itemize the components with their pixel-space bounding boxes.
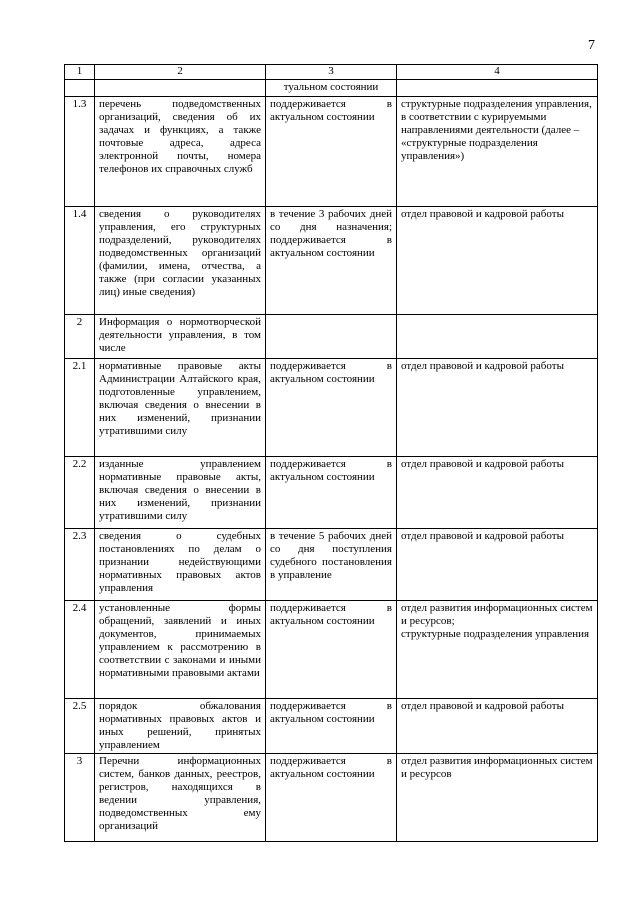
table-row	[65, 207, 598, 315]
row-number: 2.1	[65, 359, 95, 457]
table-row	[65, 457, 598, 529]
row-term: поддерживается в актуальном состоянии	[266, 601, 397, 699]
responsible-unit: отдел правовой и кадровой работы	[401, 530, 564, 542]
row-term	[266, 315, 397, 359]
row-number: 2.4	[65, 601, 95, 699]
row-description: сведения о судебных постановлениях по делам о признании недействующими нормативных правовых актов управления	[95, 529, 266, 601]
row-term: поддерживается в актуальном состоянии	[266, 754, 397, 842]
table-row	[65, 359, 598, 457]
row-number: 2	[65, 315, 95, 359]
responsible-unit: структурные подразделения управления	[401, 628, 590, 640]
table-row	[65, 754, 598, 842]
continuation-text: туальном состоянии	[266, 80, 397, 97]
responsible-unit: отдел правовой и кадровой работы	[401, 458, 564, 470]
row-description: нормативные правовые акты Администрации Алтайского края, подготовленные управлением, включая сведения о внесении в них изменений, признании утратившими силу	[95, 359, 266, 457]
row-term: в течение 5 рабочих дней со дня поступления судебного постановления в управление	[266, 529, 397, 601]
responsible-unit: отдел правовой и кадровой работы	[401, 360, 564, 372]
row-number: 3	[65, 754, 95, 842]
row-term: поддерживается в актуальном состоянии	[266, 699, 397, 754]
row-number: 1.3	[65, 97, 95, 207]
table-row	[65, 699, 598, 754]
responsible-unit: отдел правовой и кадровой работы	[401, 700, 564, 712]
column-header-1: 1	[65, 65, 95, 80]
row-number: 2.5	[65, 699, 95, 754]
row-responsible	[397, 97, 598, 207]
page-number: 7	[588, 38, 595, 53]
table-row	[65, 529, 598, 601]
responsible-unit: отдел правовой и кадровой работы	[401, 208, 564, 220]
responsible-unit: отдел развития информационных систем и ресурсов;	[401, 602, 593, 627]
row-term: поддерживается в актуальном состоянии	[266, 359, 397, 457]
row-description: Информация о нормотворческой деятельности управления, в том числе	[95, 315, 266, 359]
row-responsible	[397, 529, 598, 601]
row-term: поддерживается в актуальном состоянии	[266, 97, 397, 207]
row-description: Перечни информационных систем, банков данных, реестров, регистров, находящихся в ведении управления, подведомственных ему организаций	[95, 754, 266, 842]
row-responsible	[397, 457, 598, 529]
row-description: изданные управлением нормативные правовые акты, включая сведения о внесении в них изменений, признании утратившими силу	[95, 457, 266, 529]
row-number: 2.3	[65, 529, 95, 601]
continuation-empty	[65, 80, 95, 97]
row-description: порядок обжалования нормативных правовых актов и иных решений, принятых управлением	[95, 699, 266, 754]
row-responsible	[397, 207, 598, 315]
row-description: сведения о руководителях управления, его структурных подразделений, руководителях подведомственных организаций (фамилии, имена, отчества, а также (при согласии указанных лиц) иные сведения)	[95, 207, 266, 315]
row-term: поддерживается в актуальном состоянии	[266, 457, 397, 529]
responsible-unit: структурные подразделения управления, в соответствии с курируемыми направлениями деятельности (далее – «структурные подразделения управления»)	[401, 98, 592, 162]
table-row	[65, 601, 598, 699]
continuation-empty	[95, 80, 266, 97]
table-row	[65, 97, 598, 207]
column-header-3: 3	[266, 65, 397, 80]
document-table	[64, 64, 598, 842]
row-responsible	[397, 601, 598, 699]
continuation-empty	[397, 80, 598, 97]
row-number: 1.4	[65, 207, 95, 315]
responsible-unit: отдел развития информационных систем и ресурсов	[401, 755, 593, 780]
row-description: перечень подведомственных организаций, сведения об их задачах и функциях, а также почтовые адреса, адреса электронной почты, номера телефонов их справочных служб	[95, 97, 266, 207]
table-row	[65, 315, 598, 359]
row-responsible	[397, 699, 598, 754]
header-row	[65, 65, 598, 80]
row-responsible	[397, 359, 598, 457]
row-number: 2.2	[65, 457, 95, 529]
column-header-2: 2	[95, 65, 266, 80]
row-responsible	[397, 754, 598, 842]
column-header-4: 4	[397, 65, 598, 80]
continuation-row	[65, 80, 598, 97]
row-responsible	[397, 315, 598, 359]
row-description: установленные формы обращений, заявлений и иных документов, принимаемых управлением к рассмотрению в соответствии с законами и иными нормативными правовыми актами	[95, 601, 266, 699]
row-term: в течение 3 рабочих дней со дня назначения; поддерживается в актуальном состоянии	[266, 207, 397, 315]
